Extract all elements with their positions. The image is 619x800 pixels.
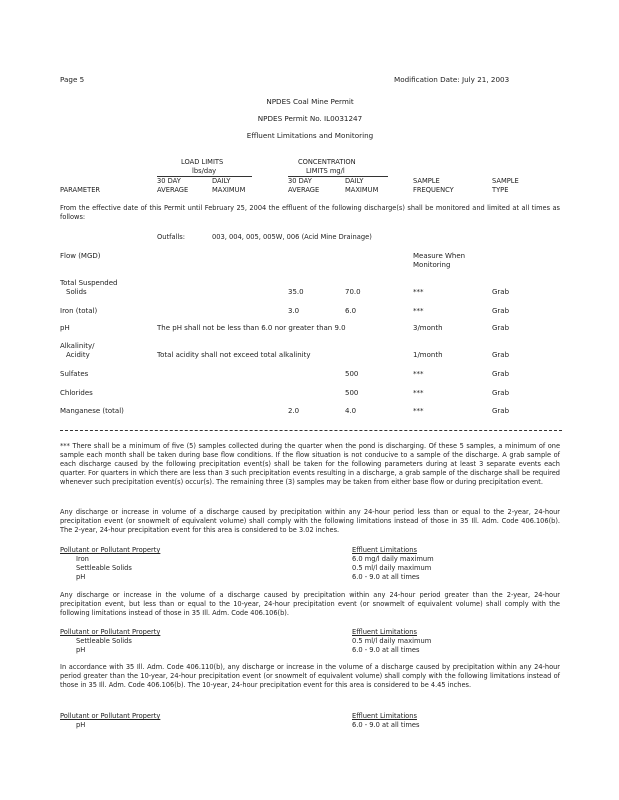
row-frequency: *** (413, 288, 424, 296)
pollutant-name: Settleable Solids (76, 564, 132, 572)
row-parameter-cont: Acidity (66, 351, 90, 359)
row-frequency: *** (413, 407, 424, 415)
pollutant-heading: Pollutant or Pollutant Property (60, 628, 161, 636)
pollutant-heading: Pollutant or Pollutant Property (60, 546, 161, 554)
header-sample: SAMPLE (413, 177, 440, 185)
row-parameter: pH (60, 324, 70, 332)
ten-year-event-paragraph: Any discharge or increase in the volume of a discharge caused by precipitation within any 24-hour period greater than the 2-year, 24-hour precipitation event, but less than or equal to the 10-year, 24-hour precipitation event (or snowmelt of equivalent volume) shall comply with the following limitations instead of those in 35 Ill. Adm. Code 406.106(b). (60, 591, 560, 617)
header-conc-average: AVERAGE (288, 186, 320, 194)
row-parameter-cont: Solids (66, 288, 87, 296)
effluent-limit: 6.0 - 9.0 at all times (352, 721, 420, 729)
outfalls-label: Outfalls: (157, 233, 186, 241)
title-permit-number: NPDES Permit No. IL0031247 (257, 114, 363, 123)
over-ten-year-event-paragraph: In accordance with 35 Ill. Adm. Code 406.110(b), any discharge or increase in the volume of a discharge caused by precipitation within any 24-hour period greater than the 10-year, 24-hour precipitation event (or snowmelt of equivalent volume) shall comply with the following limitations instead of those in 35 Ill. Adm. Code 406.106(b). The 10-year, 24-hour precipitation event for this area is considered to be 4.45 inches. (60, 663, 560, 689)
row-daily-maximum: 6.0 (345, 307, 357, 315)
effluent-limit: 0.5 ml/l daily maximum (352, 564, 432, 572)
section-divider (60, 430, 562, 431)
row-sample-type: Grab (492, 288, 510, 296)
row-sample-type: Grab (492, 307, 510, 315)
row-sample-type: Grab (492, 324, 510, 332)
header-load-units: lbs/day (192, 167, 217, 175)
header-load-30day: 30 DAY (157, 177, 181, 185)
header-concentration-units: LIMITS mg/l (306, 167, 345, 175)
row-frequency: *** (413, 307, 424, 315)
intro-paragraph: From the effective date of this Permit until February 25, 2004 the effluent of the following discharge(s) shall be monitored and limited at all times as follows: (60, 204, 560, 221)
flow-frequency-1: Measure When (413, 252, 466, 260)
rule-concentration (288, 176, 388, 177)
row-note: The pH shall not be less than 6.0 nor greater than 9.0 (157, 324, 346, 332)
row-parameter: Alkalinity/ (60, 342, 95, 350)
row-daily-maximum: 70.0 (345, 288, 361, 296)
title-permit-type: NPDES Coal Mine Permit (266, 97, 354, 106)
row-30day-average: 3.0 (288, 307, 300, 315)
header-load-daily: DAILY (212, 177, 231, 185)
row-sample-type: Grab (492, 370, 510, 378)
row-frequency: 1/month (413, 351, 443, 359)
row-sample-type: Grab (492, 389, 510, 397)
row-parameter: Sulfates (60, 370, 89, 378)
flow-parameter: Flow (MGD) (60, 252, 101, 260)
sampling-note-paragraph: *** There shall be a minimum of five (5) samples collected during the quarter when the pond is discharging. Of these 5 samples, a minimum of one sample each month shall be taken during base flow conditions. If the flow situation is not conducive to a sample of the discharge. A grab sample of each discharge caused by the following precipitation event(s) shall be taken for the following parameters during at least 3 separate events each quarter. For quarters in which there are less than 3 such precipitation events resulting in a discharge, a grab sample of the discharge shall be required whenever such precipitation event(s) occur(s). The remaining three (3) samples may be taken from either base flow or during precipitation event. (60, 442, 560, 486)
header-load-maximum: MAXIMUM (212, 186, 246, 194)
effluent-limit: 6.0 mg/l daily maximum (352, 555, 434, 563)
effluent-limit: 6.0 - 9.0 at all times (352, 646, 420, 654)
pollutant-heading: Pollutant or Pollutant Property (60, 712, 161, 720)
modification-date: Modification Date: July 21, 2003 (394, 75, 510, 84)
effluent-limit: 6.0 - 9.0 at all times (352, 573, 420, 581)
rule-load (157, 176, 252, 177)
effluent-heading: Effluent Limitations (352, 628, 418, 636)
row-note: Total acidity shall not exceed total alkalinity (157, 351, 311, 359)
header-conc-daily: DAILY (345, 177, 364, 185)
row-daily-maximum: 500 (345, 389, 359, 397)
row-30day-average: 35.0 (288, 288, 304, 296)
page-number: Page 5 (60, 75, 85, 84)
header-frequency: FREQUENCY (413, 186, 454, 194)
row-daily-maximum: 500 (345, 370, 359, 378)
pollutant-name: pH (76, 721, 86, 729)
outfalls-value: 003, 004, 005, 005W, 006 (Acid Mine Drainage) (212, 233, 372, 241)
effluent-heading: Effluent Limitations (352, 546, 418, 554)
row-parameter: Manganese (total) (60, 407, 124, 415)
row-parameter: Iron (total) (60, 307, 98, 315)
pollutant-name: pH (76, 573, 86, 581)
header-sample-2: SAMPLE (492, 177, 519, 185)
header-conc-30day: 30 DAY (288, 177, 312, 185)
pollutant-name: Iron (76, 555, 89, 563)
row-frequency: *** (413, 389, 424, 397)
row-sample-type: Grab (492, 351, 510, 359)
header-type: TYPE (492, 186, 509, 194)
title-section: Effluent Limitations and Monitoring (246, 131, 374, 140)
header-load-limits: LOAD LIMITS (181, 158, 224, 166)
row-sample-type: Grab (492, 407, 510, 415)
effluent-heading: Effluent Limitations (352, 712, 418, 720)
row-frequency: 3/month (413, 324, 443, 332)
header-parameter: PARAMETER (60, 186, 101, 194)
row-parameter: Chlorides (60, 389, 93, 397)
header-load-average: AVERAGE (157, 186, 189, 194)
pollutant-name: Settleable Solids (76, 637, 132, 645)
header-concentration: CONCENTRATION (298, 158, 356, 166)
header-conc-maximum: MAXIMUM (345, 186, 379, 194)
two-year-event-paragraph: Any discharge or increase in volume of a discharge caused by precipitation within any 24-hour period less than or equal to the 2-year, 24-hour precipitation event (or snowmelt of equivalent volume) shall comply with the following limitations instead of those in 35 Ill. Adm. Code 406.106(b). The 2-year, 24-hour precipitation event for this area is considered to be 3.02 inches. (60, 508, 560, 534)
row-parameter: Total Suspended (60, 279, 118, 287)
row-daily-maximum: 4.0 (345, 407, 357, 415)
flow-frequency-2: Monitoring (413, 261, 451, 269)
row-frequency: *** (413, 370, 424, 378)
pollutant-name: pH (76, 646, 86, 654)
row-30day-average: 2.0 (288, 407, 300, 415)
effluent-limit: 0.5 ml/l daily maximum (352, 637, 432, 645)
